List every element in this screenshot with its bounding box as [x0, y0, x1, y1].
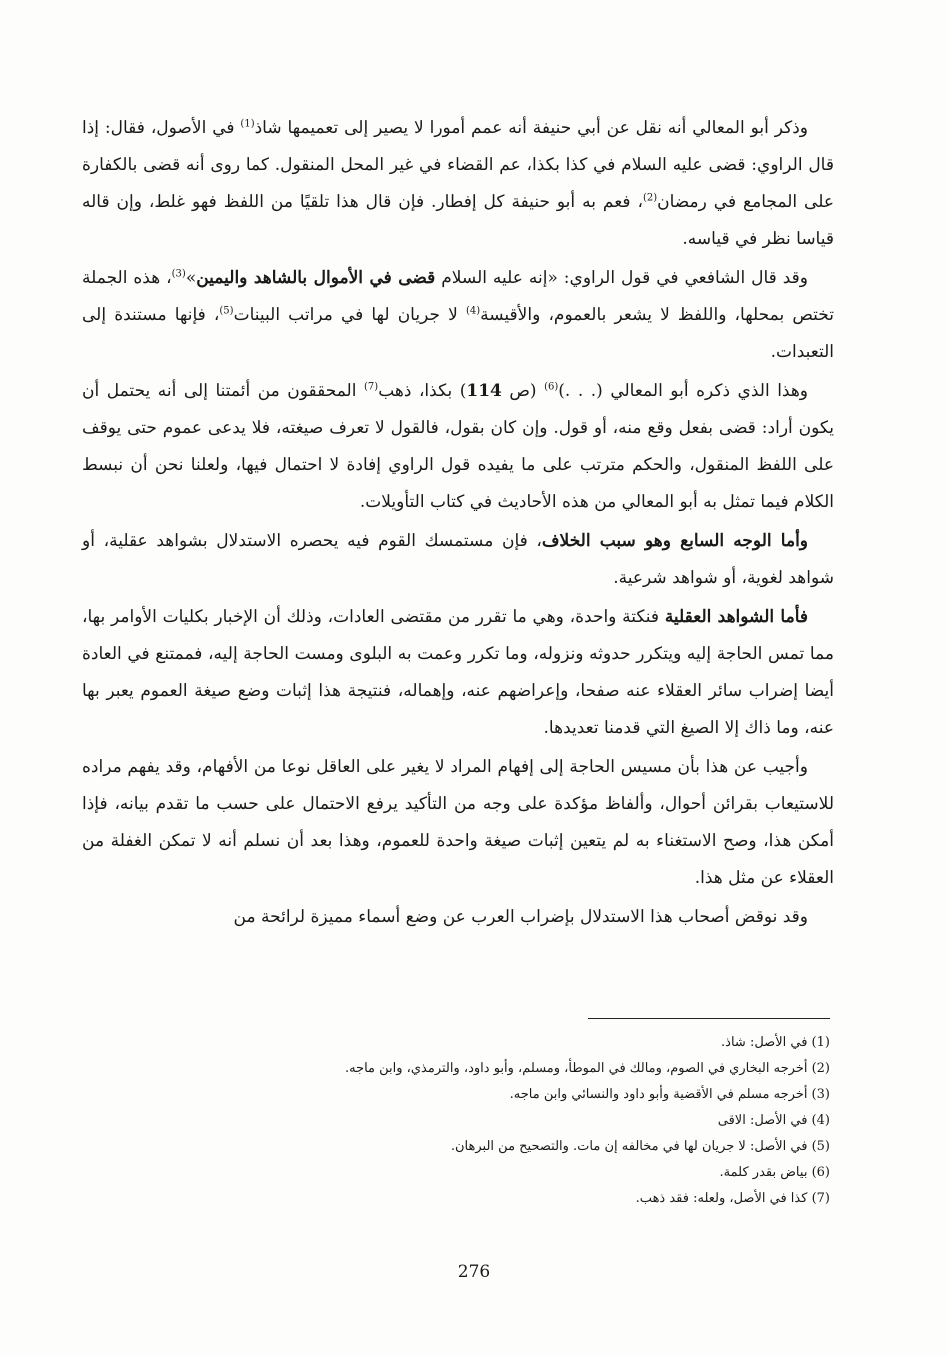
- page-number: 276: [457, 1262, 491, 1282]
- main-text: [82, 110, 834, 938]
- paragraph: [82, 110, 834, 258]
- text-run: فنكتة واحدة، وهي ما تقرر من مقتضى العادات، وذلك أن الإخبار بكليات الأوامر بها، مما تمس الحاجة إليه ويتكرر حدوثه ونزوله، وما تكرر وعمت به البلوى ومست الحاجة إليه، فممتنع في العادة أيضا إضراب سائر العقلاء عنه صفحا، وإعراضهم عنه، وإهماله، فنتيجة هذا إثبات وضع صيغة العموم يعبر بها عنه، وما ذاك إلا الصيغ التي قدمنا تعديدها.: [82, 607, 834, 738]
- text-run: (ص: [501, 381, 545, 401]
- text-run: ) بكذا، ذهب: [378, 381, 467, 401]
- hadith-quote: قضى في الأموال بالشاهد واليمين: [196, 268, 436, 288]
- text-run: ، فإن مستمسك القوم فيه يحصره الاستدلال بشواهد عقلية، أو شواهد لغوية، أو شواهد شرعية.: [82, 531, 834, 588]
- text-run: وقد قال الشافعي في قول الراوي: «إنه عليه السلام: [435, 268, 809, 288]
- text-run: المحققون من أئمتنا إلى أنه يحتمل أن يكون أراد: قضى بفعل وقع منه، أو قول. وإن كان بقول، فالقول لا تعرف صيغته، فلا يدعى عموم حتى يوقف على اللفظ المنقول، والحكم مترتب على ما يفيده قول الراوي إفادة لا احتمال فيها، ولعلنا نحن أن نبسط الكلام فيما تمثل به أبو المعالي من هذه الأحاديث في كتاب التأويلات.: [82, 381, 834, 512]
- text-run: وقد نوقض أصحاب هذا الاستدلال بإضراب العرب عن وضع أسماء مميزة لرائحة من: [233, 907, 808, 927]
- paragraph: [82, 523, 834, 597]
- footnote-ref: (5): [219, 305, 234, 317]
- footnote: (6) بياض بقدر كلمة.: [719, 1165, 830, 1180]
- footnote-ref: (1): [240, 118, 255, 130]
- footnote: (5) في الأصل: لا جريان لها في مخالفه إن مات. والتصحيح من البرهان.: [450, 1139, 830, 1154]
- footnote: (7) كذا في الأصل، ولعله: فقد ذهب.: [635, 1191, 830, 1206]
- footnote-ref: (2): [642, 192, 658, 204]
- footnote: (1) في الأصل: شاذ.: [721, 1035, 830, 1050]
- text-run: وأجيب عن هذا بأن مسيس الحاجة إلى إفهام المراد لا يغير على العاقل نوعا من الأفهام، وقد يفهم مراده للاستيعاب بقرائن أحوال، وألفاظ مؤكدة على وجه من التأكيد يرفع الاحتمال على حسب ما تقدم بيانه، فإذا أمكن هذا، وصح الاستغناء به لم يتعين إثبات صيغة واحدة للعموم، وهذا بعد أن نسلم أنه لا تمكن الغفلة من العقلاء عن مثل هذا.: [82, 757, 834, 888]
- paragraph: [82, 899, 834, 936]
- text-run: ، فإنها مستندة إلى التعبدات.: [82, 305, 834, 362]
- section-lead: فأما الشواهد العقلية: [664, 607, 808, 627]
- footnote: (3) أخرجه مسلم في الأقضية وأبو داود والنسائي وابن ماجه.: [509, 1087, 830, 1102]
- footnote-ref: (3): [171, 268, 186, 280]
- paragraph: [82, 373, 834, 521]
- paragraph: [82, 599, 834, 747]
- footnote: (2) أخرجه البخاري في الصوم، ومالك في الموطأ، ومسلم، وأبو داود، والترمذي، وابن ماجه.: [344, 1061, 830, 1076]
- text-run: في الأصول، فقال: إذا قال الراوي: قضى عليه السلام في كذا بكذا، عم القضاء في غير المحل المنقول. كما روى أنه قضى بالكفارة على المجامع في رمضان: [82, 118, 834, 212]
- text-run: ، هذه الجملة تختص بمحلها، واللفظ لا يشعر بالعموم، والأقيسة: [82, 268, 834, 325]
- text-run: ، فعم به أبو حنيفة كل إفطار. فإن قال هذا تلقيًا من اللفظ فهو غلط، وإن قاله قياسا نظر في قياسه.: [82, 192, 834, 249]
- footnote-ref: (4): [465, 305, 481, 317]
- footnotes: [120, 1030, 830, 1212]
- text-run: وذكر أبو المعالي أنه نقل عن أبي حنيفة أنه عمم أمورا لا يصير إلى تعميمها شاذ: [254, 118, 808, 138]
- text-run: »: [185, 268, 197, 288]
- paragraph: [82, 260, 834, 371]
- footnote-divider: [588, 1018, 830, 1019]
- footnote-ref: (7): [364, 381, 379, 393]
- text-run: لا جريان لها في مراتب البينات: [233, 305, 466, 325]
- footnote: (4) في الأصل: الاقى: [717, 1113, 830, 1128]
- paragraph: [82, 749, 834, 897]
- text-run: وهذا الذي ذكره أبو المعالي (. . .): [558, 381, 809, 401]
- footnote-ref: (6): [544, 381, 559, 393]
- page-reference: 114: [466, 381, 502, 401]
- section-lead: وأما الوجه السابع وهو سبب الخلاف: [541, 531, 809, 551]
